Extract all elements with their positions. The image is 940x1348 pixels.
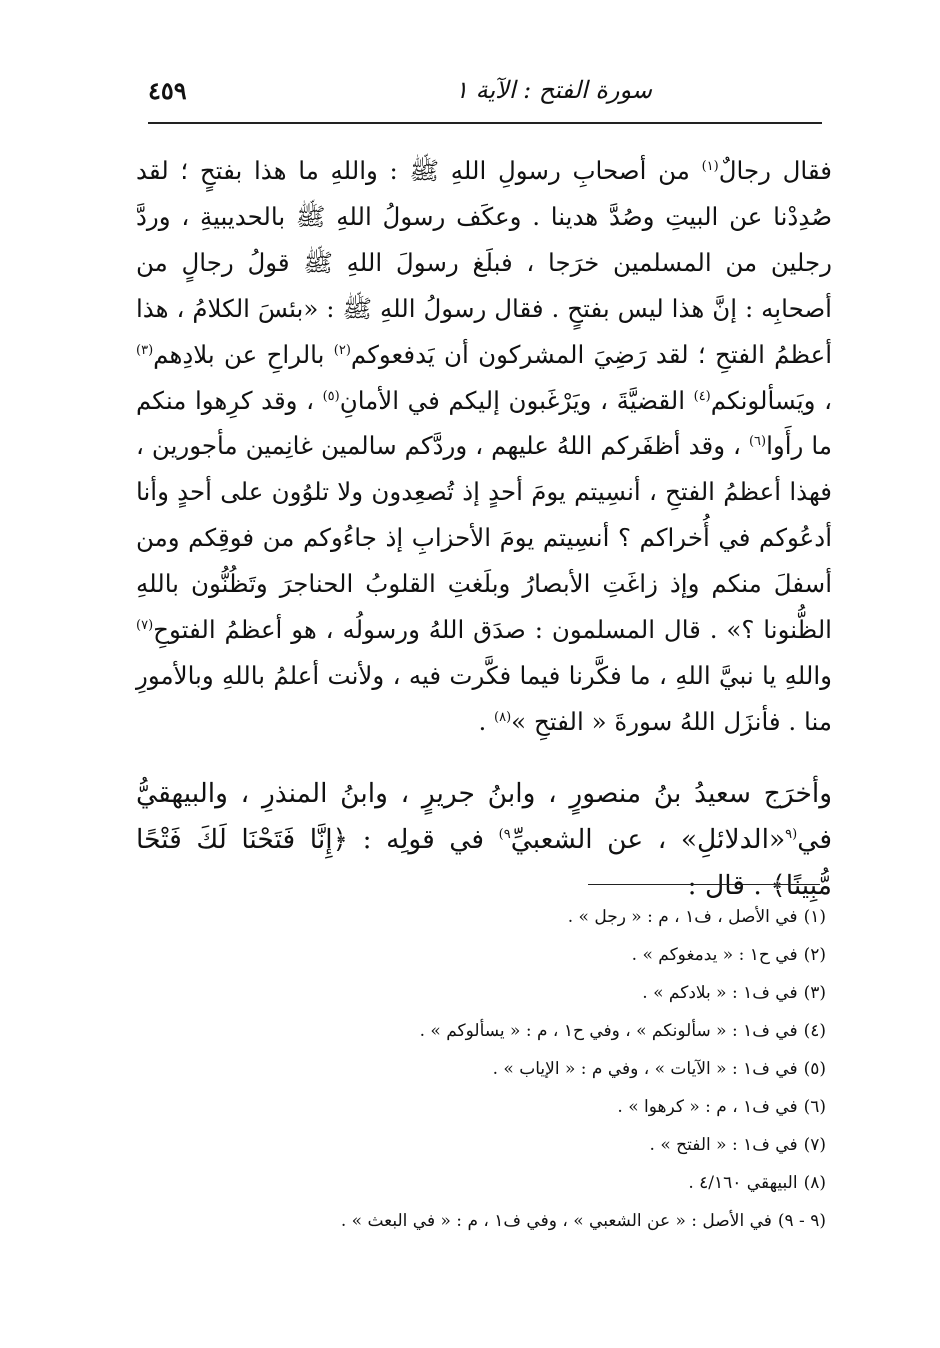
footnote-number: (٦) bbox=[803, 1097, 826, 1117]
page-number: ٤٥٩ bbox=[148, 76, 187, 105]
text-run: القضيَّةَ ، ويَرْغَبون إليكم في الأمانِ bbox=[339, 385, 694, 415]
footnote-number: (٢) bbox=[803, 945, 826, 965]
text-run: في قولِه : ﴿إِنَّا فَتَحْنَا لَكَ فَتْحًا مُّبِينًا﴾ . قال : bbox=[136, 823, 832, 901]
text-run: . bbox=[478, 706, 495, 736]
footnote-item bbox=[140, 1088, 826, 1126]
footnote-text: في ف١ : « الفتح » . bbox=[649, 1135, 798, 1155]
paragraph bbox=[136, 148, 832, 745]
text-run: ، وقد أظفَركم اللهُ عليهم ، وردَّكم سالمين غانِمين مأجورين ، فهذا أعظمُ الفتحِ ، أنسِيتم يومَ أحدٍ إذ تُصعِدون ولا تلوُون على أحدٍ وأنا أدعُوكم في أُخراكم ؟ أنسِيتم يومَ الأحزابِ إذ جاءُوكم من فوقِكم ومن أسفلَ منكم وإذ زاغَتِ الأبصارُ وبلَغتِ القلوبُ الحناجرَ وتَظُنُّون باللهِ الظُّنونا ؟» . قال المسلمون : صدَق اللهُ ورسولُه ، هو أعظمُ الفتوحِ bbox=[136, 431, 832, 645]
footnote-marker: (٧) bbox=[136, 617, 154, 633]
footnote-number: (٤) bbox=[803, 1021, 826, 1041]
footnote-item bbox=[140, 1164, 826, 1202]
text-run: من أصحابِ رسولِ اللهِ ﷺ : واللهِ ما هذا بفتحٍ ؛ لقد صُدِدْنا عن البيتِ وصُدَّ هدينا . وعكَف رسولُ اللهِ ﷺ بالحديبيةِ ، وردَّ رجلين من المسلمين خرَجا ، فبلَغ رسولَ اللهِ ﷺ قولُ رجالٍ من أصحابِه : إنَّ هذا ليس بفتحٍ . فقال رسولُ اللهِ ﷺ : «بئسَ الكلامُ ، هذا أعظمُ الفتحِ ؛ لقد رَضِيَ المشركون أن يَدفعوكم bbox=[136, 156, 832, 369]
footnote-marker: (٣) bbox=[136, 342, 154, 358]
footnote-item bbox=[140, 1202, 826, 1240]
text-run: واللهِ يا نبيَّ اللهِ ، ما فكَّرنا فيما فكَّرت فيه ، ولأنت أعلمُ باللهِ وبالأمورِ منا . فأنزَل اللهُ سورةَ « الفتحِ » bbox=[136, 660, 832, 736]
text-run: ، ويَسألونكم bbox=[710, 385, 832, 415]
footnote-marker: (٦) bbox=[748, 434, 767, 450]
header-divider bbox=[148, 122, 822, 124]
footnote-item bbox=[140, 898, 826, 936]
footnote-text: في ف١ : « سألونكم » ، وفي ح١ ، م : « يسألوكم » . bbox=[419, 1021, 798, 1041]
text-run: «الدلائلِ» ، عن الشعبيِّ bbox=[510, 823, 786, 855]
footnote-divider bbox=[588, 884, 820, 885]
footnote-text: في الأصل ، ف١ ، م : « رجل » . bbox=[567, 907, 798, 927]
footnote-text: البيهقي ٤/١٦٠ . bbox=[688, 1173, 798, 1193]
footnote-marker: (٥) bbox=[322, 388, 340, 404]
footnote-item bbox=[140, 936, 826, 974]
footnote-text: في الأصل : « عن الشعبي » ، وفي ف١ ، م : « في البعث » . bbox=[340, 1211, 772, 1231]
footnote-item bbox=[140, 1050, 826, 1088]
footnote-marker: ٩) bbox=[498, 826, 511, 842]
footnote-item bbox=[140, 1012, 826, 1050]
footnote-text: في ح١ : « يدمغوكم » . bbox=[631, 945, 798, 965]
text-run: ، وقد كرِهوا منكم ما رأَوا bbox=[136, 385, 832, 461]
footnote-marker: (٤) bbox=[693, 388, 711, 404]
footnote-number: (٥) bbox=[803, 1059, 826, 1079]
footnote-marker: (٩ bbox=[785, 826, 798, 842]
footnote-number: (٧) bbox=[803, 1135, 826, 1155]
text-run: وأخرَج سعيدُ بنُ منصورٍ ، وابنُ جريرٍ ، وابنُ المنذرِ ، والبيهقيُّ في bbox=[136, 777, 832, 855]
footnote-number: (٣) bbox=[803, 983, 826, 1003]
footnote-item bbox=[140, 974, 826, 1012]
footnote-marker: (٢) bbox=[333, 342, 351, 358]
footnote-number: (١) bbox=[803, 907, 826, 927]
paragraph bbox=[136, 771, 832, 909]
running-title: سورة الفتح : الآية ١ bbox=[455, 76, 652, 104]
text-run: فقال رجالٌ bbox=[718, 156, 832, 185]
footnote-item bbox=[140, 1126, 826, 1164]
footnote-marker: (٨) bbox=[494, 709, 512, 725]
footnote-text: في ف١ : « بلادكم » . bbox=[642, 983, 798, 1003]
footnote-number: (٨) bbox=[803, 1173, 826, 1193]
page-header bbox=[148, 70, 820, 118]
footnotes-list bbox=[140, 898, 826, 1240]
footnote-text: في ف١ : « الآيات » ، وفي م : « الإياب » . bbox=[492, 1059, 798, 1079]
footnote-text: في ف١ ، م : « كرهوا » . bbox=[617, 1097, 798, 1117]
text-run: بالراحِ عن بلادِهم bbox=[153, 339, 334, 369]
main-text bbox=[136, 148, 832, 909]
footnote-number: (٩ - ٩) bbox=[777, 1211, 826, 1231]
footnote-marker: (١) bbox=[701, 158, 719, 174]
